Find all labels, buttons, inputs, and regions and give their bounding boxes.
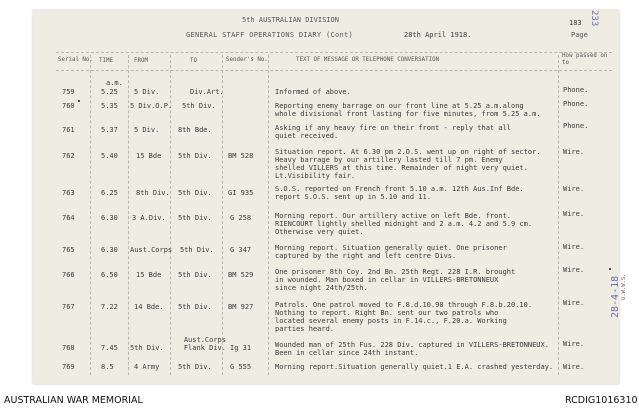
serial-number: 768 [62,344,75,352]
serial-number: 762 [62,152,75,160]
message-text-line: Heavy barrage by our artillery lasted till 7 pm. Enemy [275,156,503,164]
message-text-line: Reporting enemy barrage on our front line at 5.25 a.m.along [275,102,524,110]
time-cell: 7.22 [101,303,118,311]
ink-dot [78,100,80,102]
column-divider [128,55,129,375]
archive-credit: AUSTRALIAN WAR MEMORIAL [4,395,143,406]
serial-number: 760 [62,102,75,110]
col-header-to: TO [190,58,197,64]
message-text-line: quiet received. [275,132,339,140]
to-cell: 5th Div. [178,271,212,279]
serial-number: 766 [62,271,75,279]
column-divider [268,55,269,375]
message-text-line: Patrols. One patrol moved to F.8.d.10.90 through F.8.b.20.10. [275,301,533,309]
passed-cell: Phone. [563,100,589,108]
passed-cell: Wire. [563,243,585,251]
from-cell: 15 Bde [136,271,162,279]
message-text-line: Otherwise very quiet. [275,228,364,236]
corner-folio-mark: 233 [589,10,599,27]
serial-number: 769 [62,363,75,371]
sender-number: BM 528 [228,152,254,160]
diary-date: 28th April 1918. [404,31,472,39]
from-cell: 3 A.Div. [132,214,166,222]
page-number: 183 [569,19,582,27]
column-divider [222,55,223,375]
serial-number: 765 [62,246,75,254]
header-rule [56,52,612,53]
time-cell: 6.30 [101,214,118,222]
to-cell: 5th Div. [182,102,216,110]
page-label: Page [571,31,588,39]
time-cell: 8.5 [101,363,114,371]
message-text-line: Lt.Visibility fair. [275,172,356,180]
to-cell: 5th Div. [178,214,212,222]
message-text-line: Informed of above. [275,88,351,96]
passed-cell: Wire. [563,266,585,274]
serial-number: 764 [62,214,75,222]
margin-note: U.W.W.S. [621,273,627,300]
passed-cell: Wire. [563,299,585,307]
to-cell: 5th Div. [178,189,212,197]
serial-number: 761 [62,126,75,134]
message-text-line: parties heard. [275,325,335,333]
time-cell: 5.25 [101,88,118,96]
message-text-line: Been in cellar since 24th instant. [275,349,419,357]
handwritten-date-annotation: 28-4-18 [610,275,621,318]
message-text-line: Wounded man of 25th Fus. 228 Div. captured in VILLERS-BRETONNEUX. [275,341,549,349]
sender-number: G 258 [230,214,252,222]
serial-number: 759 [62,88,75,96]
time-cell: 5.40 [101,152,118,160]
message-text-line: One prisoner 8th Coy. 2nd Bn. 25th Regt. 228 I.R. brought [275,268,516,276]
serial-number: 767 [62,303,75,311]
message-text-line: RIENCOURT lightly shelled midnight and 2 a.m. 4.2 and 5.9 cm. [275,220,533,228]
message-text-line: Morning report. Situation generally quiet. One prisoner [275,244,507,252]
column-divider [558,55,559,375]
col-header-from: FROM [134,58,148,64]
time-cell: 6.25 [101,189,118,197]
passed-cell: Wire. [563,148,585,156]
message-text-line: located several enemy posts in F.14.c., F.20.a. Working [275,317,507,325]
to-cell: 5th Div. [180,246,214,254]
to-cell: Aust.Corps Flank Div. [183,336,226,352]
sender-number: BM 927 [228,303,254,311]
passed-cell: Wire. [563,363,585,371]
from-cell: 5th Div. [130,344,164,352]
sender-number: G 555 [230,363,252,371]
to-cell: Div.Art. [190,88,224,96]
from-cell: Aust.Corps [130,246,173,254]
ink-dot [609,268,611,270]
sender-number: GI 935 [228,189,254,197]
message-text-line: Nothing to report. Right Bn. sent our two patrols who [275,309,499,317]
from-cell: 8th Div. [136,189,170,197]
message-text-line: report S.O.S. sent up in 5.10 and 11. [275,193,431,201]
passed-cell: Phone. [563,122,589,130]
passed-cell: Wire. [563,340,585,348]
from-cell: 5 Div.O.P. [130,102,173,110]
message-text-line: since night 24th/25th. [275,284,368,292]
serial-number: 763 [62,189,75,197]
record-id: RCDIG1016310 [565,395,638,406]
header-rule [56,70,612,71]
sender-number: G 347 [230,246,252,254]
from-cell: 5 Div. [134,126,160,134]
message-text-line: captured by the right and left centre Divs. [275,252,457,260]
time-cell: 6.30 [101,246,118,254]
passed-cell: Wire. [563,185,585,193]
col-header-text: TEXT OF MESSAGE OR TELEPHONE CONVERSATION [296,57,440,63]
col-header-serial: Serial No. [58,57,93,63]
from-cell: 15 Bde [136,152,162,160]
message-text-line: whole divisional front lasting for five minutes, from 5.25 a.m. [275,110,541,118]
to-cell: 5th Div. [178,303,212,311]
from-cell: 14 Bde. [134,303,164,311]
col-header-time: TIME [99,58,113,64]
column-divider [90,55,91,375]
sender-number: BM 529 [228,271,254,279]
sender-number: Ig 31 [230,344,252,352]
passed-cell: Phone. [563,86,589,94]
division-heading: 5th AUSTRALIAN DIVISION [242,16,339,24]
to-cell: 5th Div. [178,363,212,371]
message-text-line: Morning report. Our artillery active on left Bde. front. [275,212,512,220]
message-text-line: Situation report. At 6.30 pm 2.O.S. went up on right of sector. [275,148,541,156]
message-text-line: Asking if any heavy fire on their front - reply that all [275,124,512,132]
to-cell: 5th Div. [178,152,212,160]
message-text-line: shelled VILLERS at this time. Remainder of night very quiet. [275,164,528,172]
from-cell: 4 Army [134,363,160,371]
message-text-line: Morning report.Situation generally quiet.1 E.A. crashed yesterday. [275,363,554,371]
to-cell: 8th Bde. [178,126,212,134]
message-text-line: S.O.S. reported on French front 5.10 a.m. 12th Aus.Inf Bde. [275,185,524,193]
diary-title: GENERAL STAFF OPERATIONS DIARY (Cont) [186,31,354,39]
col-header-sender: Sender's No. [226,57,268,63]
time-cell: 7.45 [101,344,118,352]
time-cell: 6.50 [101,271,118,279]
passed-cell: Wire. [563,210,585,218]
message-text-line: in wounded. Man boxed in cellar in VILLERS-BRETONNEUX [275,276,499,284]
time-unit: a.m. [106,79,123,87]
from-cell: 5 Div. [134,88,160,96]
col-header-passed: How passed on to [562,53,608,66]
time-cell: 5.37 [101,126,118,134]
time-cell: 5.35 [101,102,118,110]
